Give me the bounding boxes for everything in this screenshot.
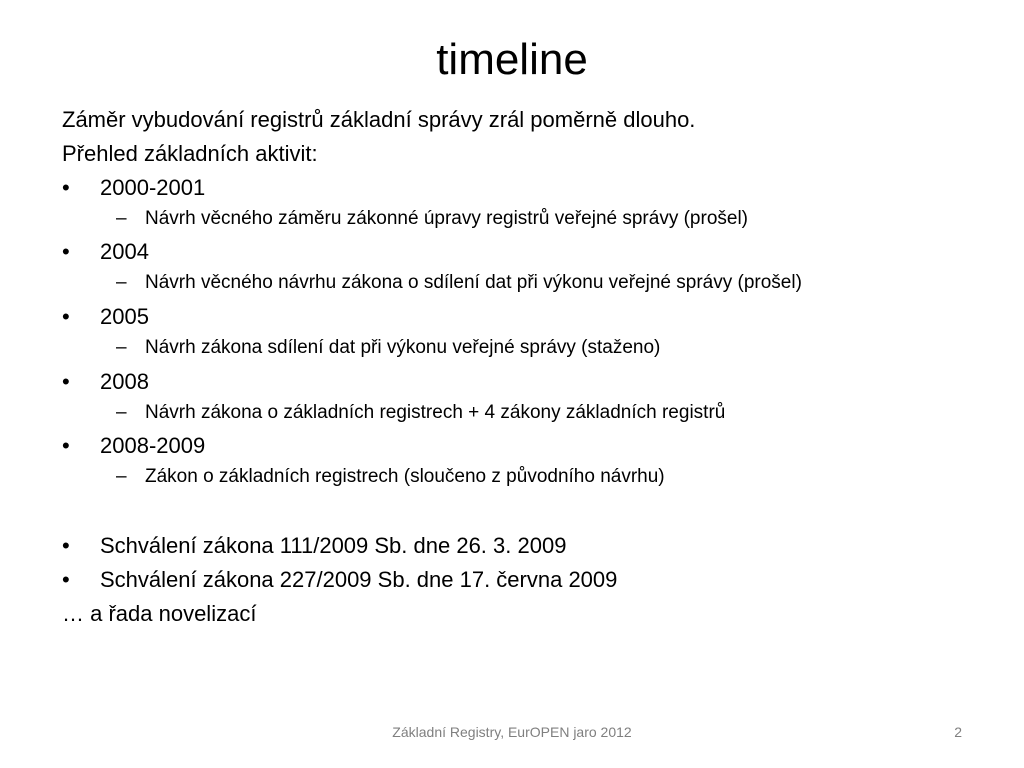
year-label: 2000-2001 (100, 175, 206, 200)
dash-icon: – (116, 466, 127, 487)
bullet-icon: • (62, 175, 70, 200)
activity-detail: Zákon o základních registrech (sloučeno z původního návrhu) (145, 466, 665, 487)
dash-icon: – (116, 402, 127, 423)
slide-footer: Základní Registry, EurOPEN jaro 2012 (392, 724, 632, 740)
slide-title: timeline (436, 35, 588, 84)
page-number: 2 (954, 724, 962, 740)
year-label: 2005 (100, 304, 149, 329)
intro-line: Přehled základních aktivit: (62, 141, 318, 166)
closing-line: … a řada novelizací (62, 601, 257, 626)
activity-detail: Návrh věcného záměru zákonné úpravy registrů veřejné správy (prošel) (145, 208, 748, 229)
activity-detail: Návrh zákona sdílení dat při výkonu veřejné správy (staženo) (145, 337, 661, 358)
year-label: 2008 (100, 369, 149, 394)
approval-line: Schválení zákona 227/2009 Sb. dne 17. června 2009 (100, 567, 618, 592)
bullet-icon: • (62, 567, 70, 592)
dash-icon: – (116, 272, 127, 293)
activity-detail: Návrh věcného návrhu zákona o sdílení dat při výkonu veřejné správy (prošel) (145, 272, 802, 293)
intro-line: Záměr vybudování registrů základní správy zrál poměrně dlouho. (62, 107, 696, 132)
bullet-icon: • (62, 239, 70, 264)
bullet-icon: • (62, 369, 70, 394)
bullet-icon: • (62, 533, 70, 558)
bullet-icon: • (62, 304, 70, 329)
year-label: 2004 (100, 239, 149, 264)
activity-detail: Návrh zákona o základních registrech + 4 zákony základních registrů (145, 402, 726, 423)
dash-icon: – (116, 337, 127, 358)
dash-icon: – (116, 208, 127, 229)
bullet-icon: • (62, 433, 70, 458)
year-label: 2008-2009 (100, 433, 206, 458)
approval-line: Schválení zákona 111/2009 Sb. dne 26. 3. 2009 (100, 533, 567, 558)
